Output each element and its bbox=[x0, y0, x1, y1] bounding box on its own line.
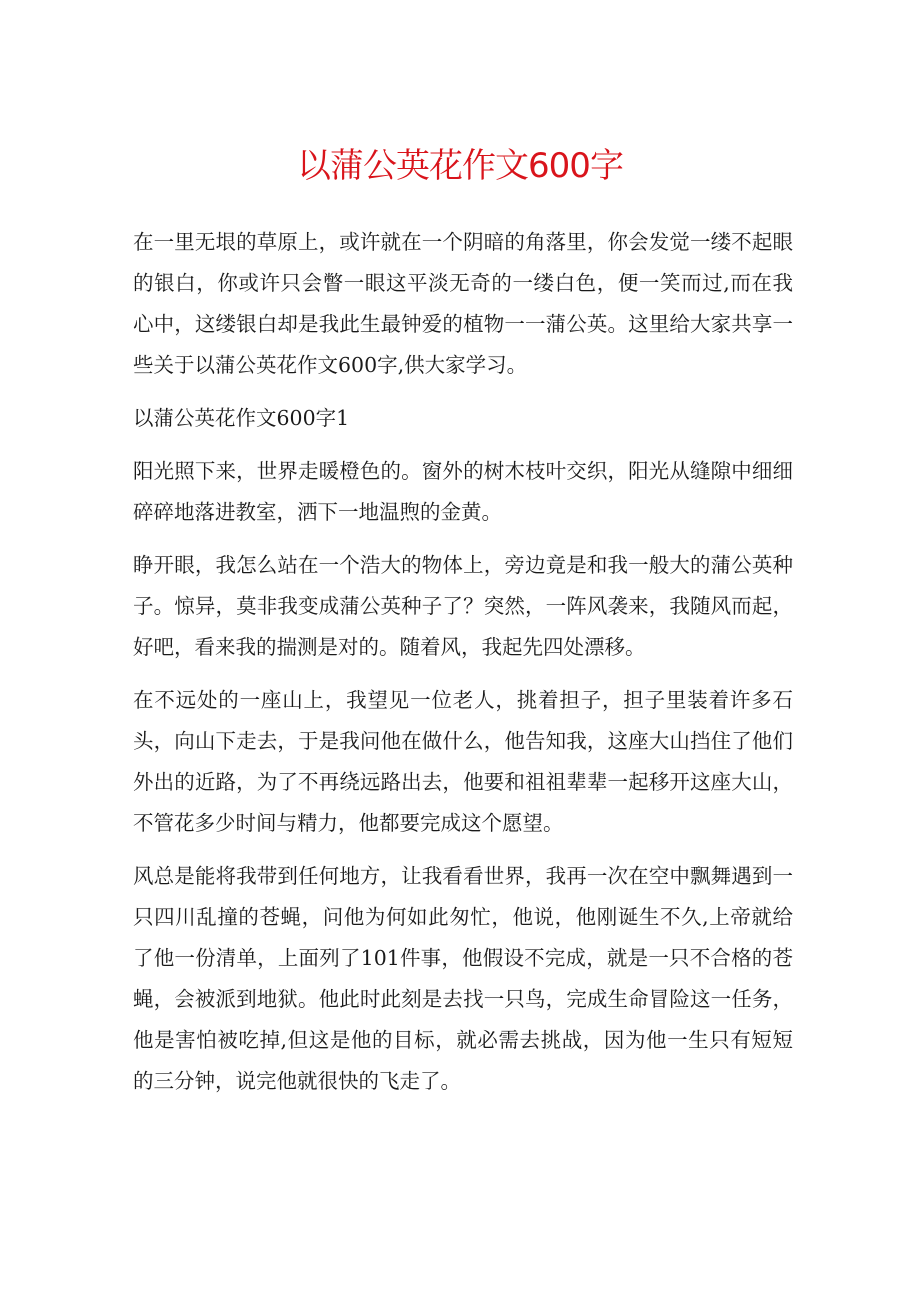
body-paragraph-2: 睁开眼，我怎么站在一个浩大的物体上，旁边竟是和我一般大的蒲公英种子。惊异，莫非我变成蒲公英种子了？突然，一阵风袭来，我随风而起，好吧，看来我的揣测是对的。随着风，我起先四处漂移。 bbox=[133, 553, 793, 659]
document-body bbox=[133, 222, 793, 1114]
document-title: 以蒲公英花作文600字 bbox=[297, 146, 623, 186]
section-heading: 以蒲公英花作文600字1 bbox=[133, 406, 350, 430]
body-paragraph-3: 在不远处的一座山上，我望见一位老人，挑着担子，担子里装着许多石头，向山下走去，于是我问他在做什么，他告知我，这座大山挡住了他们外出的近路，为了不再绕远路出去，他要和祖祖辈辈一起移开这座大山，不管花多少时间与精力，他都要完成这个愿望。 bbox=[133, 688, 793, 835]
intro-paragraph: 在一里无垠的草原上，或许就在一个阴暗的角落里，你会发觉一缕不起眼的银白，你或许只会瞥一眼这平淡无奇的一缕白色，便一笑而过,而在我心中，这缕银白却是我此生最钟爱的植物一一蒲公英。这里给大家共享一些关于以蒲公英花作文600字,供大家学习。 bbox=[133, 230, 793, 377]
body-paragraph-4: 风总是能将我带到任何地方，让我看看世界，我再一次在空中飘舞遇到一只四川乱撞的苍蝇，问他为何如此匆忙，他说，他刚诞生不久,上帝就给了他一份清单，上面列了101件事，他假设不完成，就是一只不合格的苍蝇，会被派到地狱。他此时此刻是去找一只鸟，完成生命冒险这一任务，他是害怕被吃掉,但这是他的目标，就必需去挑战，因为他一生只有短短的三分钟，说完他就很快的飞走了。 bbox=[133, 864, 793, 1093]
body-paragraph-1: 阳光照下来，世界走暖橙色的。窗外的树木枝叶交织，阳光从缝隙中细细碎碎地落进教室，洒下一地温煦的金黄。 bbox=[133, 459, 793, 524]
